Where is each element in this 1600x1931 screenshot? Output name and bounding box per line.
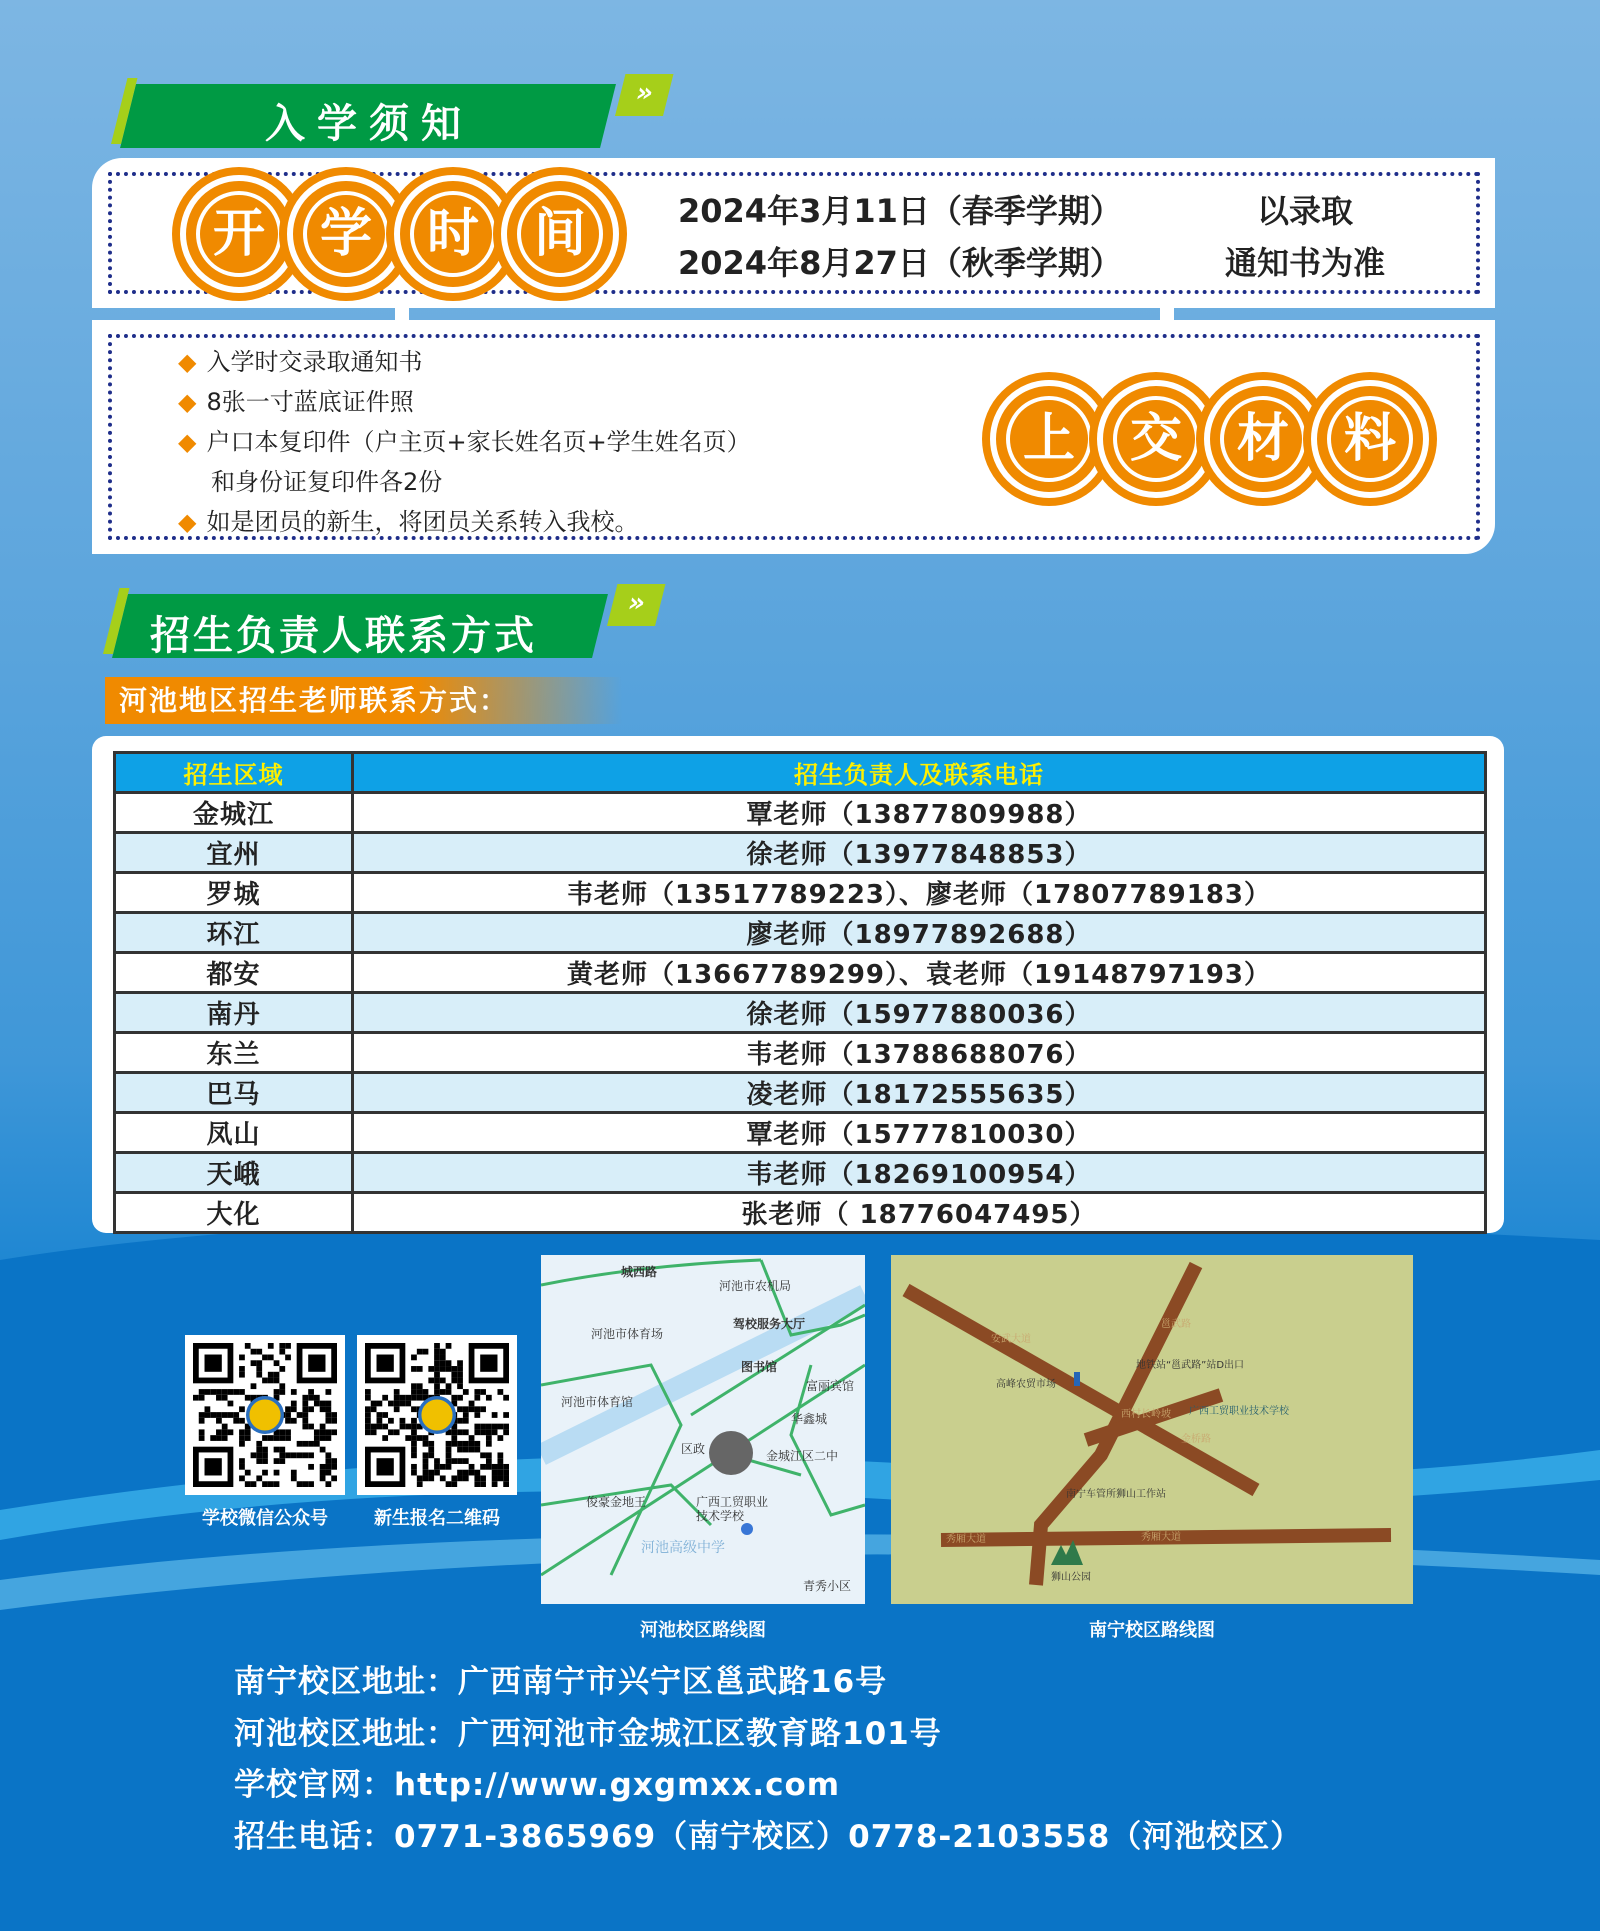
contact-subtitle: 河池地区招生老师联系方式： <box>105 677 622 724</box>
material-item: ◆ 入学时交录取通知书 <box>178 348 423 376</box>
region-cell: 金城江 <box>115 793 353 833</box>
region-cell: 东兰 <box>115 1033 353 1073</box>
wechat-qr-label: 学校微信公众号 <box>202 1508 328 1529</box>
enroll-qr-label: 新生报名二维码 <box>374 1508 500 1529</box>
badge-char: 学 <box>303 191 389 277</box>
contact-cell: 徐老师（13977848853） <box>353 833 1486 873</box>
enroll-qr-code[interactable] <box>357 1335 517 1495</box>
diamond-bullet-icon: ◆ <box>178 388 197 416</box>
spring-date: 2024年3月11日（春季学期） <box>678 192 1122 230</box>
table-row <box>115 913 1486 953</box>
table-row <box>115 993 1486 1033</box>
material-item: ◆ 户口本复印件（户主页+家长姓名页+学生姓名页） <box>178 428 751 456</box>
note-line: 通知书为准 <box>1224 244 1385 282</box>
note-line: 以录取 <box>1256 192 1353 230</box>
table-row <box>115 833 1486 873</box>
hechi-campus-map: 城西路 河池市农机局 河池市体育场 驾校服务大厅 图书馆 富丽宾馆 河池市体育馆 华鑫城 区政 金城江区二中 俊豪金地王 广西工贸职业技术学校 河池高级中学 青秀小区 <box>541 1255 865 1604</box>
double-chevron-down-icon: » <box>607 584 665 626</box>
contact-cell: 徐老师（15977880036） <box>353 993 1486 1033</box>
region-cell: 罗城 <box>115 873 353 913</box>
region-cell: 南丹 <box>115 993 353 1033</box>
material-item: ◆ 如是团员的新生，将团员关系转入我校。 <box>178 508 639 536</box>
school-website[interactable]: 学校官网：http://www.gxgmxx.com <box>234 1767 841 1803</box>
contact-cell: 廖老师（18977892688） <box>353 913 1486 953</box>
contact-cell: 韦老师（13517789223）、廖老师（17807789183） <box>353 873 1486 913</box>
nanning-address: 南宁校区地址：广西南宁市兴宁区邕武路16号 <box>234 1664 888 1700</box>
region-cell: 都安 <box>115 953 353 993</box>
hechi-address: 河池校区地址：广西河池市金城江区教育路101号 <box>234 1716 942 1752</box>
table-row <box>115 793 1486 833</box>
region-cell: 凤山 <box>115 1113 353 1153</box>
autumn-date: 2024年8月27日（秋季学期） <box>678 244 1122 282</box>
enrollment-phone: 招生电话：0771-3865969（南宁校区）0778-2103558（河池校区） <box>234 1819 1303 1855</box>
contact-cell: 张老师（ 18776047495） <box>353 1193 1486 1233</box>
contact-cell: 黄老师（13667789299）、袁老师（19148797193） <box>353 953 1486 993</box>
badge-char: 料 <box>1327 396 1413 482</box>
material-item: ◆ 8张一寸蓝底证件照 <box>178 388 414 416</box>
diamond-bullet-icon: ◆ <box>178 508 197 536</box>
badge-char: 时 <box>410 191 496 277</box>
region-cell: 巴马 <box>115 1073 353 1113</box>
table-row <box>115 873 1486 913</box>
region-cell: 大化 <box>115 1193 353 1233</box>
contact-cell: 覃老师（15777810030） <box>353 1113 1486 1153</box>
badge-char: 开 <box>196 191 282 277</box>
double-chevron-down-icon: » <box>615 74 673 116</box>
contact-cell: 覃老师（13877809988） <box>353 793 1486 833</box>
badge-char: 材 <box>1220 396 1306 482</box>
wechat-qr-code[interactable] <box>185 1335 345 1495</box>
table-row <box>115 1033 1486 1073</box>
map-roads <box>891 1255 1413 1604</box>
contact-cell: 韦老师（13788688076） <box>353 1033 1486 1073</box>
badge-char: 交 <box>1113 396 1199 482</box>
region-cell: 环江 <box>115 913 353 953</box>
hechi-map-caption: 河池校区路线图 <box>640 1620 766 1641</box>
table-row <box>115 1073 1486 1113</box>
contact-table <box>113 751 1487 1234</box>
table-row <box>115 1113 1486 1153</box>
material-item-cont: 和身份证复印件各2份 <box>211 468 443 496</box>
region-cell: 宜州 <box>115 833 353 873</box>
contact-title: 招生负责人联系方式 <box>150 613 537 659</box>
diamond-bullet-icon: ◆ <box>178 428 197 456</box>
notice-title: 入学须知 <box>265 101 473 147</box>
table-row <box>115 1153 1486 1193</box>
contact-cell: 韦老师（18269100954） <box>353 1153 1486 1193</box>
diamond-bullet-icon: ◆ <box>178 348 197 376</box>
table-row <box>115 1193 1486 1233</box>
nanning-campus-map: 安武大道 邕武路 地铁站“邕武路”站D出口 高峰农贸市场 广西工贸职业技术学校 西村长岭坡 金桥路 南宁车管所狮山工作站 秀厢大道 秀厢大道 狮山公园 <box>891 1255 1413 1604</box>
badge-char: 间 <box>517 191 603 277</box>
badge-char: 上 <box>1006 396 1092 482</box>
table-row <box>115 953 1486 993</box>
header-contact: 招生负责人及联系电话 <box>353 753 1486 793</box>
nanning-map-caption: 南宁校区路线图 <box>1089 1620 1215 1641</box>
header-region: 招生区域 <box>115 753 353 793</box>
region-cell: 天峨 <box>115 1153 353 1193</box>
contact-cell: 凌老师（18172555635） <box>353 1073 1486 1113</box>
